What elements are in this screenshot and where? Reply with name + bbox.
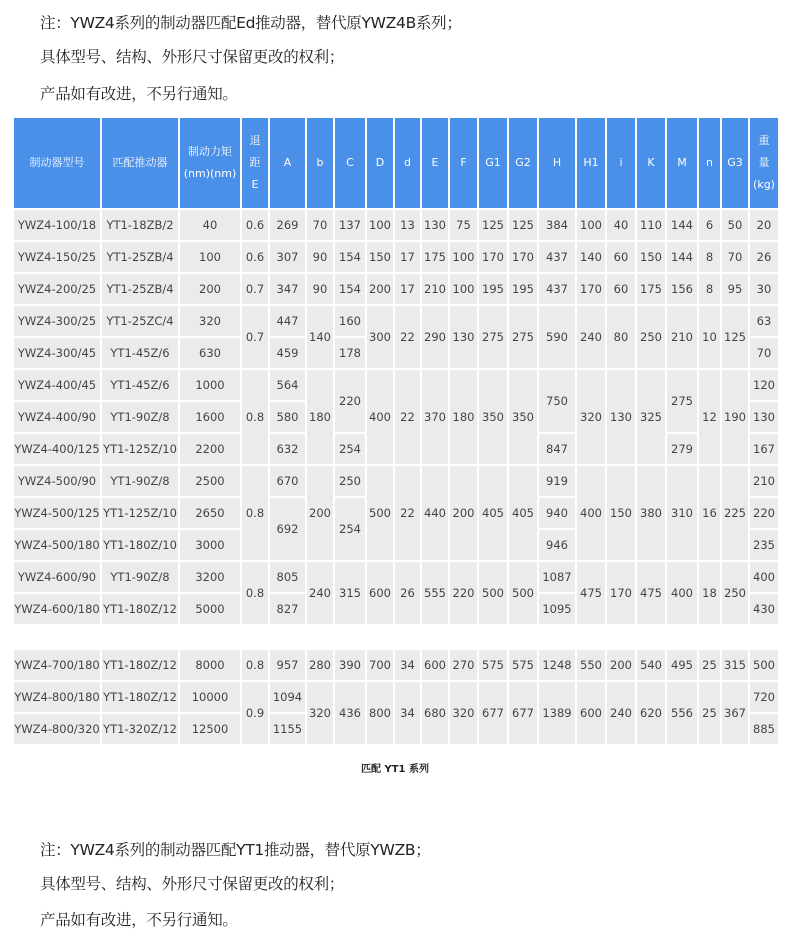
cell-K: 620 — [637, 682, 665, 744]
cell-retreat: 0.7 — [242, 274, 268, 304]
cell-torque: 3200 — [180, 562, 240, 592]
cell-A: 632 — [270, 434, 305, 464]
cell-G1: 195 — [479, 274, 507, 304]
cell-weight: 30 — [750, 274, 778, 304]
cell-model: YWZ4-300/45 — [14, 338, 100, 368]
note-bottom-2: 具体型号、结构、外形尺寸保留更改的权利； — [40, 875, 345, 893]
cell-C: 154 — [335, 274, 365, 304]
cell-G3: 95 — [722, 274, 748, 304]
cell-b: 200 — [307, 466, 333, 560]
cell-G1: 275 — [479, 306, 507, 368]
cell-H1: 240 — [577, 306, 605, 368]
cell-C: 315 — [335, 562, 365, 624]
header-M: M — [667, 118, 697, 208]
cell-G1: 500 — [479, 562, 507, 624]
cell-n: 25 — [699, 650, 720, 680]
cell-pusher: YT1-25ZB/4 — [102, 242, 178, 272]
cell-model: YWZ4-400/90 — [14, 402, 100, 432]
cell-G3: 225 — [722, 466, 748, 560]
cell-A: 347 — [270, 274, 305, 304]
header-F: F — [450, 118, 477, 208]
cell-C: 254 — [335, 434, 365, 464]
cell-K: 110 — [637, 210, 665, 240]
cell-weight: 130 — [750, 402, 778, 432]
cell-C: 154 — [335, 242, 365, 272]
cell-F: 100 — [450, 274, 477, 304]
cell-pusher: YT1-18ZB/2 — [102, 210, 178, 240]
cell-d: 34 — [395, 650, 420, 680]
cell-A: 307 — [270, 242, 305, 272]
cell-n: 18 — [699, 562, 720, 624]
cell-H1: 140 — [577, 242, 605, 272]
cell-C: 390 — [335, 650, 365, 680]
cell-C: 254 — [335, 498, 365, 560]
cell-b: 240 — [307, 562, 333, 624]
cell-D: 150 — [367, 242, 393, 272]
cell-G1: 677 — [479, 682, 507, 744]
table-row — [14, 370, 778, 400]
cell-G3: 50 — [722, 210, 748, 240]
cell-A: 957 — [270, 650, 305, 680]
cell-retreat: 0.6 — [242, 242, 268, 272]
header-retreat-l3: E — [251, 178, 259, 191]
cell-pusher: YT1-125Z/10 — [102, 434, 178, 464]
cell-G3: 70 — [722, 242, 748, 272]
cell-d: 26 — [395, 562, 420, 624]
cell-weight: 26 — [750, 242, 778, 272]
note-bottom-1: 注：YWZ4系列的制动器匹配YT1推动器，替代原YWZB； — [40, 841, 431, 859]
cell-model: YWZ4-500/90 — [14, 466, 100, 496]
cell-G1: 350 — [479, 370, 507, 464]
cell-F: 75 — [450, 210, 477, 240]
cell-E: 210 — [422, 274, 448, 304]
cell-H: 384 — [539, 210, 575, 240]
cell-weight: 167 — [750, 434, 778, 464]
cell-weight: 120 — [750, 370, 778, 400]
cell-pusher: YT1-125Z/10 — [102, 498, 178, 528]
cell-n: 12 — [699, 370, 720, 464]
cell-K: 475 — [637, 562, 665, 624]
cell-A: 459 — [270, 338, 305, 368]
header-weight-l3: (kg) — [753, 178, 775, 191]
cell-G1: 170 — [479, 242, 507, 272]
cell-torque: 630 — [180, 338, 240, 368]
header-torque — [180, 118, 240, 208]
cell-H1: 400 — [577, 466, 605, 560]
cell-retreat: 0.7 — [242, 306, 268, 368]
cell-G1: 405 — [479, 466, 507, 560]
cell-G1: 125 — [479, 210, 507, 240]
header-retreat-l2: 距 — [249, 156, 261, 169]
cell-retreat: 0.8 — [242, 562, 268, 624]
header-K: K — [637, 118, 665, 208]
cell-G2: 575 — [509, 650, 537, 680]
cell-b: 180 — [307, 370, 333, 464]
cell-H1: 600 — [577, 682, 605, 744]
cell-weight: 400 — [750, 562, 778, 592]
cell-H: 1389 — [539, 682, 575, 744]
cell-i: 240 — [607, 682, 635, 744]
cell-weight: 720 — [750, 682, 778, 712]
cell-E: 130 — [422, 210, 448, 240]
cell-n: 8 — [699, 242, 720, 272]
cell-M: 144 — [667, 242, 697, 272]
cell-K: 540 — [637, 650, 665, 680]
cell-C: 137 — [335, 210, 365, 240]
cell-H: 750 — [539, 370, 575, 432]
cell-G3: 367 — [722, 682, 748, 744]
cell-d: 34 — [395, 682, 420, 744]
cell-H1: 550 — [577, 650, 605, 680]
cell-torque: 2200 — [180, 434, 240, 464]
cell-weight: 63 — [750, 306, 778, 336]
cell-K: 250 — [637, 306, 665, 368]
cell-b: 320 — [307, 682, 333, 744]
table-caption: 匹配 YT1 系列 — [361, 764, 429, 775]
cell-C: 436 — [335, 682, 365, 744]
cell-torque: 3000 — [180, 530, 240, 560]
cell-pusher: YT1-320Z/12 — [102, 714, 178, 744]
cell-H: 919 — [539, 466, 575, 496]
table-row — [14, 466, 778, 496]
cell-M: 279 — [667, 434, 697, 464]
cell-b: 90 — [307, 242, 333, 272]
cell-D: 800 — [367, 682, 393, 744]
cell-C: 250 — [335, 466, 365, 496]
table-row — [14, 306, 778, 336]
table-row — [14, 274, 778, 304]
cell-H: 946 — [539, 530, 575, 560]
header-d: d — [395, 118, 420, 208]
cell-i: 40 — [607, 210, 635, 240]
cell-weight: 235 — [750, 530, 778, 560]
cell-retreat: 0.6 — [242, 210, 268, 240]
cell-F: 200 — [450, 466, 477, 560]
header-H1: H1 — [577, 118, 605, 208]
cell-torque: 40 — [180, 210, 240, 240]
cell-model: YWZ4-100/18 — [14, 210, 100, 240]
spec-table-large — [12, 648, 780, 746]
cell-M: 556 — [667, 682, 697, 744]
cell-A: 805 — [270, 562, 305, 592]
header-G1: G1 — [479, 118, 507, 208]
cell-n: 25 — [699, 682, 720, 744]
cell-E: 680 — [422, 682, 448, 744]
cell-H1: 100 — [577, 210, 605, 240]
cell-model: YWZ4-400/125 — [14, 434, 100, 464]
header-model: 制动器型号 — [14, 118, 100, 208]
cell-K: 150 — [637, 242, 665, 272]
cell-model: YWZ4-150/25 — [14, 242, 100, 272]
header-D: D — [367, 118, 393, 208]
header-b: b — [307, 118, 333, 208]
header-H: H — [539, 118, 575, 208]
header-E: E — [422, 118, 448, 208]
cell-G3: 250 — [722, 562, 748, 624]
cell-torque: 10000 — [180, 682, 240, 712]
cell-A: 447 — [270, 306, 305, 336]
cell-model: YWZ4-200/25 — [14, 274, 100, 304]
cell-G2: 677 — [509, 682, 537, 744]
table-row — [14, 682, 778, 712]
cell-A: 269 — [270, 210, 305, 240]
cell-pusher: YT1-90Z/8 — [102, 562, 178, 592]
header-G3: G3 — [722, 118, 748, 208]
cell-F: 130 — [450, 306, 477, 368]
cell-d: 17 — [395, 242, 420, 272]
cell-model: YWZ4-800/180 — [14, 682, 100, 712]
cell-M: 400 — [667, 562, 697, 624]
cell-M: 275 — [667, 370, 697, 432]
cell-K: 175 — [637, 274, 665, 304]
cell-F: 100 — [450, 242, 477, 272]
cell-H: 590 — [539, 306, 575, 368]
cell-A: 692 — [270, 498, 305, 560]
note-bottom-3: 产品如有改进，不另行通知。 — [40, 911, 238, 929]
cell-G2: 125 — [509, 210, 537, 240]
cell-G2: 195 — [509, 274, 537, 304]
cell-A: 580 — [270, 402, 305, 432]
cell-M: 156 — [667, 274, 697, 304]
cell-G2: 170 — [509, 242, 537, 272]
cell-i: 60 — [607, 242, 635, 272]
cell-F: 180 — [450, 370, 477, 464]
cell-torque: 200 — [180, 274, 240, 304]
cell-A: 1094 — [270, 682, 305, 712]
table-row — [14, 242, 778, 272]
cell-model: YWZ4-500/180 — [14, 530, 100, 560]
cell-torque: 2650 — [180, 498, 240, 528]
note-top-1: 注：YWZ4系列的制动器匹配Ed推动器，替代原YWZ4B系列； — [40, 14, 462, 32]
cell-C: 178 — [335, 338, 365, 368]
cell-E: 600 — [422, 650, 448, 680]
note-top-3: 产品如有改进，不另行通知。 — [40, 85, 238, 103]
cell-weight: 500 — [750, 650, 778, 680]
cell-pusher: YT1-25ZB/4 — [102, 274, 178, 304]
header-A: A — [270, 118, 305, 208]
cell-model: YWZ4-800/320 — [14, 714, 100, 744]
cell-i: 130 — [607, 370, 635, 464]
header-torque-l2: (nm)(nm) — [183, 167, 237, 180]
cell-D: 100 — [367, 210, 393, 240]
cell-weight: 885 — [750, 714, 778, 744]
cell-F: 220 — [450, 562, 477, 624]
cell-A: 827 — [270, 594, 305, 624]
cell-H1: 320 — [577, 370, 605, 464]
header-i: i — [607, 118, 635, 208]
cell-d: 22 — [395, 306, 420, 368]
header-pusher: 匹配推动器 — [102, 118, 178, 208]
cell-i: 60 — [607, 274, 635, 304]
cell-pusher: YT1-180Z/12 — [102, 650, 178, 680]
cell-H: 940 — [539, 498, 575, 528]
cell-G2: 275 — [509, 306, 537, 368]
cell-retreat: 0.8 — [242, 370, 268, 464]
cell-M: 495 — [667, 650, 697, 680]
cell-torque: 100 — [180, 242, 240, 272]
cell-n: 8 — [699, 274, 720, 304]
header-torque-l1: 制动力矩 — [188, 145, 232, 158]
cell-torque: 1600 — [180, 402, 240, 432]
cell-pusher: YT1-25ZC/4 — [102, 306, 178, 336]
cell-b: 280 — [307, 650, 333, 680]
cell-H1: 475 — [577, 562, 605, 624]
cell-M: 210 — [667, 306, 697, 368]
cell-G3: 315 — [722, 650, 748, 680]
cell-D: 400 — [367, 370, 393, 464]
header-n: n — [699, 118, 720, 208]
cell-H1: 170 — [577, 274, 605, 304]
cell-G3: 125 — [722, 306, 748, 368]
cell-D: 700 — [367, 650, 393, 680]
cell-b: 140 — [307, 306, 333, 368]
cell-A: 564 — [270, 370, 305, 400]
cell-M: 144 — [667, 210, 697, 240]
cell-D: 200 — [367, 274, 393, 304]
cell-E: 175 — [422, 242, 448, 272]
cell-H: 437 — [539, 274, 575, 304]
header-C: C — [335, 118, 365, 208]
cell-model: YWZ4-400/45 — [14, 370, 100, 400]
cell-torque: 8000 — [180, 650, 240, 680]
cell-H: 847 — [539, 434, 575, 464]
cell-weight: 220 — [750, 498, 778, 528]
cell-G1: 575 — [479, 650, 507, 680]
cell-model: YWZ4-600/90 — [14, 562, 100, 592]
spec-table-main — [12, 116, 780, 626]
cell-M: 310 — [667, 466, 697, 560]
cell-model: YWZ4-600/180 — [14, 594, 100, 624]
header-weight-l2: 量 — [758, 156, 770, 169]
cell-A: 670 — [270, 466, 305, 496]
table-header-row — [14, 118, 778, 208]
header-weight — [750, 118, 778, 208]
cell-n: 10 — [699, 306, 720, 368]
cell-D: 300 — [367, 306, 393, 368]
header-G2: G2 — [509, 118, 537, 208]
cell-pusher: YT1-180Z/10 — [102, 530, 178, 560]
cell-i: 80 — [607, 306, 635, 368]
cell-G2: 350 — [509, 370, 537, 464]
cell-weight: 70 — [750, 338, 778, 368]
cell-C: 160 — [335, 306, 365, 336]
cell-A: 1155 — [270, 714, 305, 744]
cell-D: 600 — [367, 562, 393, 624]
cell-d: 22 — [395, 466, 420, 560]
cell-model: YWZ4-500/125 — [14, 498, 100, 528]
cell-E: 290 — [422, 306, 448, 368]
cell-i: 150 — [607, 466, 635, 560]
cell-d: 22 — [395, 370, 420, 464]
cell-pusher: YT1-90Z/8 — [102, 402, 178, 432]
cell-torque: 5000 — [180, 594, 240, 624]
cell-pusher: YT1-90Z/8 — [102, 466, 178, 496]
header-weight-l1: 重 — [758, 134, 770, 147]
cell-H: 437 — [539, 242, 575, 272]
header-retreat-l1: 退 — [249, 134, 261, 147]
cell-weight: 20 — [750, 210, 778, 240]
cell-D: 500 — [367, 466, 393, 560]
cell-F: 270 — [450, 650, 477, 680]
table-row — [14, 650, 778, 680]
cell-G2: 405 — [509, 466, 537, 560]
cell-torque: 320 — [180, 306, 240, 336]
cell-i: 170 — [607, 562, 635, 624]
cell-H: 1087 — [539, 562, 575, 592]
cell-G2: 500 — [509, 562, 537, 624]
cell-E: 440 — [422, 466, 448, 560]
cell-K: 325 — [637, 370, 665, 464]
table-row — [14, 210, 778, 240]
cell-G3: 190 — [722, 370, 748, 464]
cell-C: 220 — [335, 370, 365, 432]
cell-torque: 2500 — [180, 466, 240, 496]
cell-model: YWZ4-700/180 — [14, 650, 100, 680]
note-top-2: 具体型号、结构、外形尺寸保留更改的权利； — [40, 48, 345, 66]
cell-pusher: YT1-180Z/12 — [102, 682, 178, 712]
cell-torque: 12500 — [180, 714, 240, 744]
cell-F: 320 — [450, 682, 477, 744]
cell-n: 16 — [699, 466, 720, 560]
cell-weight: 210 — [750, 466, 778, 496]
cell-torque: 1000 — [180, 370, 240, 400]
table-row — [14, 562, 778, 592]
cell-retreat: 0.8 — [242, 466, 268, 560]
cell-H: 1248 — [539, 650, 575, 680]
cell-i: 200 — [607, 650, 635, 680]
cell-weight: 430 — [750, 594, 778, 624]
cell-pusher: YT1-45Z/6 — [102, 370, 178, 400]
cell-E: 555 — [422, 562, 448, 624]
cell-pusher: YT1-180Z/12 — [102, 594, 178, 624]
cell-model: YWZ4-300/25 — [14, 306, 100, 336]
header-retreat — [242, 118, 268, 208]
cell-retreat: 0.9 — [242, 682, 268, 744]
cell-retreat: 0.8 — [242, 650, 268, 680]
cell-pusher: YT1-45Z/6 — [102, 338, 178, 368]
cell-d: 17 — [395, 274, 420, 304]
cell-K: 380 — [637, 466, 665, 560]
cell-n: 6 — [699, 210, 720, 240]
cell-b: 90 — [307, 274, 333, 304]
cell-d: 13 — [395, 210, 420, 240]
cell-E: 370 — [422, 370, 448, 464]
cell-b: 70 — [307, 210, 333, 240]
cell-H: 1095 — [539, 594, 575, 624]
